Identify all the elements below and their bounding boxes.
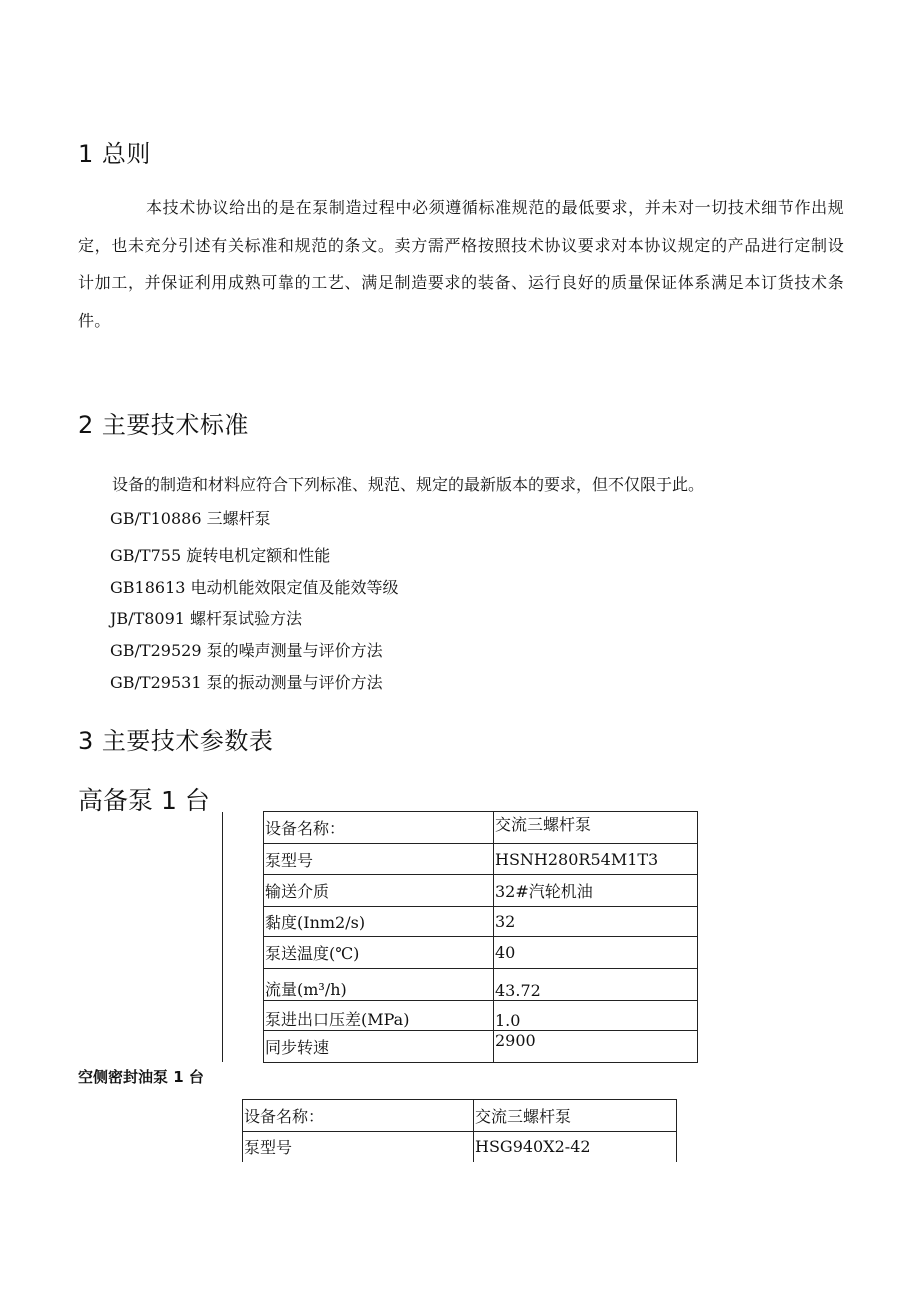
param-label: 泵型号 <box>264 844 494 875</box>
table-row <box>264 812 698 844</box>
param-value: 32#汽轮机油 <box>494 875 698 907</box>
param-value: HSG940X2-42 <box>474 1132 677 1162</box>
param-label: 设备名称： <box>243 1100 474 1132</box>
pump2-param-table <box>242 1099 677 1162</box>
param-label: 输送介质 <box>264 875 494 907</box>
table-left-rule <box>222 812 223 1062</box>
table-row <box>264 937 698 969</box>
table-row <box>264 1031 698 1063</box>
table-row <box>243 1132 677 1162</box>
param-label: 流量(m³/h) <box>264 969 494 1001</box>
param-label: 泵型号 <box>243 1132 474 1162</box>
table-row <box>264 844 698 875</box>
table-row <box>243 1100 677 1132</box>
standard-item: GB/T29529 泵的噪声测量与评价方法 <box>110 641 383 660</box>
standard-item: GB/T755 旋转电机定额和性能 <box>110 546 331 565</box>
param-label: 泵进出口压差(MPa) <box>264 1001 494 1031</box>
param-value: HSNH280R54M1T3 <box>494 844 698 875</box>
table-row <box>264 1001 698 1031</box>
param-value: 43.72 <box>494 969 698 1001</box>
section-3-title: 3 主要技术参数表 <box>78 727 274 755</box>
table-row <box>264 969 698 1001</box>
pump1-param-table <box>263 811 698 1063</box>
param-value: 2900 <box>494 1031 698 1063</box>
param-value: 交流三螺杆泵 <box>474 1100 677 1132</box>
table-row <box>264 875 698 907</box>
standard-item: GB/T10886 三螺杆泵 <box>110 509 271 528</box>
standards-intro: 设备的制造和材料应符合下列标准、规范、规定的最新版本的要求，但不仅限于此。 <box>112 475 705 494</box>
param-value: 40 <box>494 937 698 969</box>
section-2-title: 2 主要技术标准 <box>78 411 249 439</box>
section-1-paragraph: 本技术协议给出的是在泵制造过程中必须遵循标准规范的最低要求，并未对一切技术细节作出规定，也未充分引述有关标准和规范的条文。卖方需严格按照技术协议要求对本协议规定的产品进行定制设计加工，并保证利用成熟可靠的工艺、满足制造要求的装备、运行良好的质量保证体系满足本订货技术条件。 <box>78 198 844 330</box>
param-label: 同步转速 <box>264 1031 494 1063</box>
param-value: 交流三螺杆泵 <box>494 812 698 844</box>
section-1-title: 1 总则 <box>78 140 151 168</box>
param-value: 1.0 <box>494 1001 698 1031</box>
standard-item: GB/T29531 泵的振动测量与评价方法 <box>110 673 383 692</box>
pump2-heading: 空侧密封油泵 1 台 <box>78 1068 204 1086</box>
param-label: 设备名称： <box>264 812 494 844</box>
param-label: 黏度(Inm2/s) <box>264 907 494 937</box>
param-label: 泵送温度(℃) <box>264 937 494 969</box>
standard-item: JB/T8091 螺杆泵试验方法 <box>110 609 303 628</box>
param-value: 32 <box>494 907 698 937</box>
standard-item: GB18613 电动机能效限定值及能效等级 <box>110 578 399 597</box>
pump1-heading: 高备泵 1 台 <box>78 786 210 815</box>
table-row <box>264 907 698 937</box>
